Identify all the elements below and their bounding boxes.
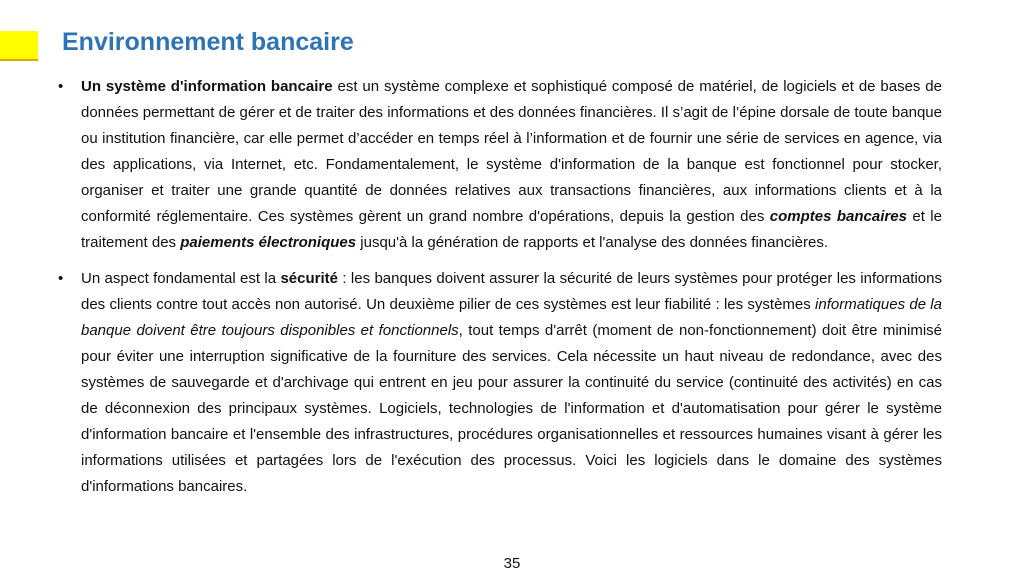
text-segment: Un aspect fondamental est la [81,270,281,287]
text-segment: Un système d'information bancaire [81,78,333,95]
text-segment: sécurité [280,270,339,287]
bullet-paragraph-1 [58,74,942,256]
text-segment: paiements électroniques [180,234,357,251]
text-segment: jusqu'à la génération de rapports et l'analyse des données financières. [356,234,828,251]
page-number: 35 [503,555,521,572]
bullet-paragraph-2 [58,266,942,500]
bullet-dot-icon: • [58,270,64,287]
text-segment: : les banques doivent assurer la sécurité de leurs systèmes pour protéger les informations des clients contre tout accès non autorisé. Un deuxième pilier de ces systèmes est leur fiabilité : les systèmes [81,270,942,313]
text-segment: comptes bancaires [769,208,907,225]
text-segment: informatiques de la banque doivent être toujours disponibles et fonctionnels [81,296,942,339]
bullet-dot-icon: • [58,78,64,95]
text-segment: est un système complexe et sophistiqué composé de matériel, de logiciels et de bases de données permettant de gérer et de traiter des informations et des données financières. Il s’agit de l’épine dorsale de toute banque ou institution financière, car elle permet d’accéder en temps réel à l’information et de fournir une série de services en agence, via des applications, via Internet, etc. Fondamentalement, le système d'information de la banque est fonctionnel pour stocker, organiser et traiter une grande quantité de données relatives aux transactions financières, aux informations clients et à la conformité réglementaire. Ces systèmes gèrent un grand nombre d'opérations, depuis la gestion des [81,78,942,225]
slide-content [58,74,942,510]
text-segment: , tout temps d'arrêt (moment de non-fonctionnement) doit être minimisé pour éviter une interruption significative de la fourniture des services. Cela nécessite un haut niveau de redondance, avec des systèmes de sauvegarde et d'archivage qui entrent en jeu pour assurer la continuité du service (continuité des activités) en cas de déconnexion des principaux systèmes. Logiciels, technologies de l'information et d'automatisation pour gérer le système d'information bancaire et l'ensemble des infrastructures, procédures organisationnelles et ressources humaines visant à gérer les informations utilisées et partagées lors de l'exécution des processus. Voici les logiciels dans le domaine des systèmes d'informations bancaires. [81,322,942,495]
title-accent-bar [0,31,38,61]
slide-title: Environnement bancaire [62,28,354,56]
text-segment: et le traitement des [81,208,942,251]
